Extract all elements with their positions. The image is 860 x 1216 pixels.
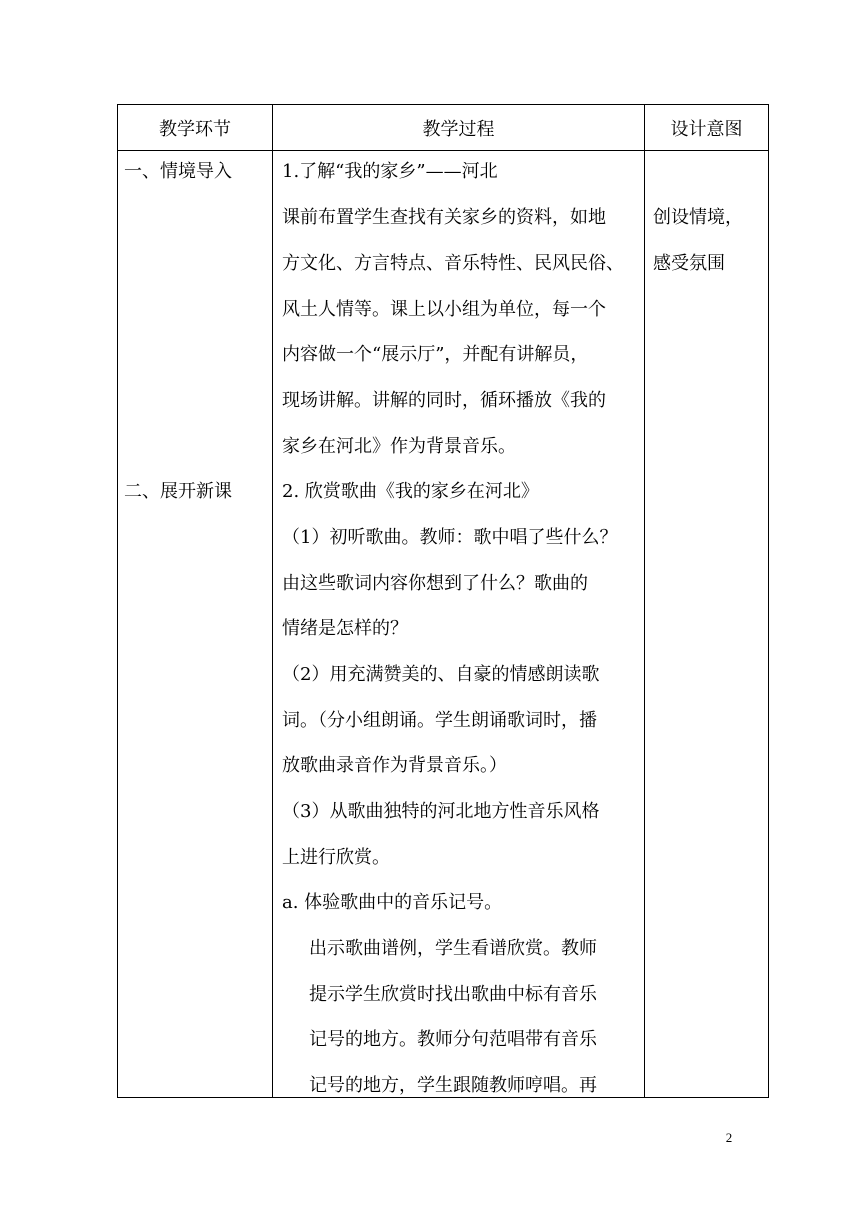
process-line: 由这些歌词内容你想到了什么？歌曲的 xyxy=(282,573,588,594)
process-line: 1.了解“我的家乡”——河北 xyxy=(282,161,498,182)
process-line: 放歌曲录音作为背景音乐。） xyxy=(282,755,507,776)
process-line: 情绪是怎样的？ xyxy=(282,618,408,639)
page-number: 2 xyxy=(725,1130,733,1145)
process-line: 方文化、方言特点、音乐特性、民风民俗、 xyxy=(282,253,624,274)
process-line: 家乡在河北》作为背景音乐。 xyxy=(282,436,516,457)
table-header-row xyxy=(118,105,769,151)
header-stage: 教学环节 xyxy=(118,105,273,151)
lesson-plan-table xyxy=(117,104,769,1098)
header-process: 教学过程 xyxy=(273,105,645,151)
process-cell xyxy=(273,151,645,1098)
process-line: 课前布置学生查找有关家乡的资料，如地 xyxy=(282,207,606,228)
process-line: 风土人情等。课上以小组为单位，每一个 xyxy=(282,299,606,320)
process-line: 内容做一个“展示厅”，并配有讲解员， xyxy=(282,344,589,365)
stage-label: 一、情境导入 xyxy=(124,161,232,182)
process-line: 记号的地方，学生跟随教师哼唱。再 xyxy=(309,1075,597,1096)
process-line: 上进行欣赏。 xyxy=(282,847,390,868)
process-line: 提示学生欣赏时找出歌曲中标有音乐 xyxy=(309,984,597,1005)
process-line: （2）用充满赞美的、自豪的情感朗读歌 xyxy=(282,664,600,685)
intent-cell xyxy=(645,151,769,1098)
intent-line: 感受氛围 xyxy=(653,253,725,274)
stage-cell xyxy=(118,151,273,1098)
process-line: 记号的地方。教师分句范唱带有音乐 xyxy=(309,1029,597,1050)
process-line: （3）从歌曲独特的河北地方性音乐风格 xyxy=(282,801,600,822)
stage-label: 二、展开新课 xyxy=(124,481,232,502)
process-line: a. 体验歌曲中的音乐记号。 xyxy=(282,892,503,913)
header-intent: 设计意图 xyxy=(645,105,769,151)
table-body-row xyxy=(118,151,769,1098)
process-line: 2. 欣赏歌曲《我的家乡在河北》 xyxy=(282,481,539,502)
process-line: 出示歌曲谱例，学生看谱欣赏。教师 xyxy=(309,938,597,959)
intent-line: 创设情境， xyxy=(653,207,743,228)
process-line: 词。（分小组朗诵。学生朗诵歌词时，播 xyxy=(282,710,597,731)
process-line: 现场讲解。讲解的同时，循环播放《我的 xyxy=(282,390,606,411)
process-line: （1）初听歌曲。教师：歌中唱了些什么？ xyxy=(282,527,618,548)
